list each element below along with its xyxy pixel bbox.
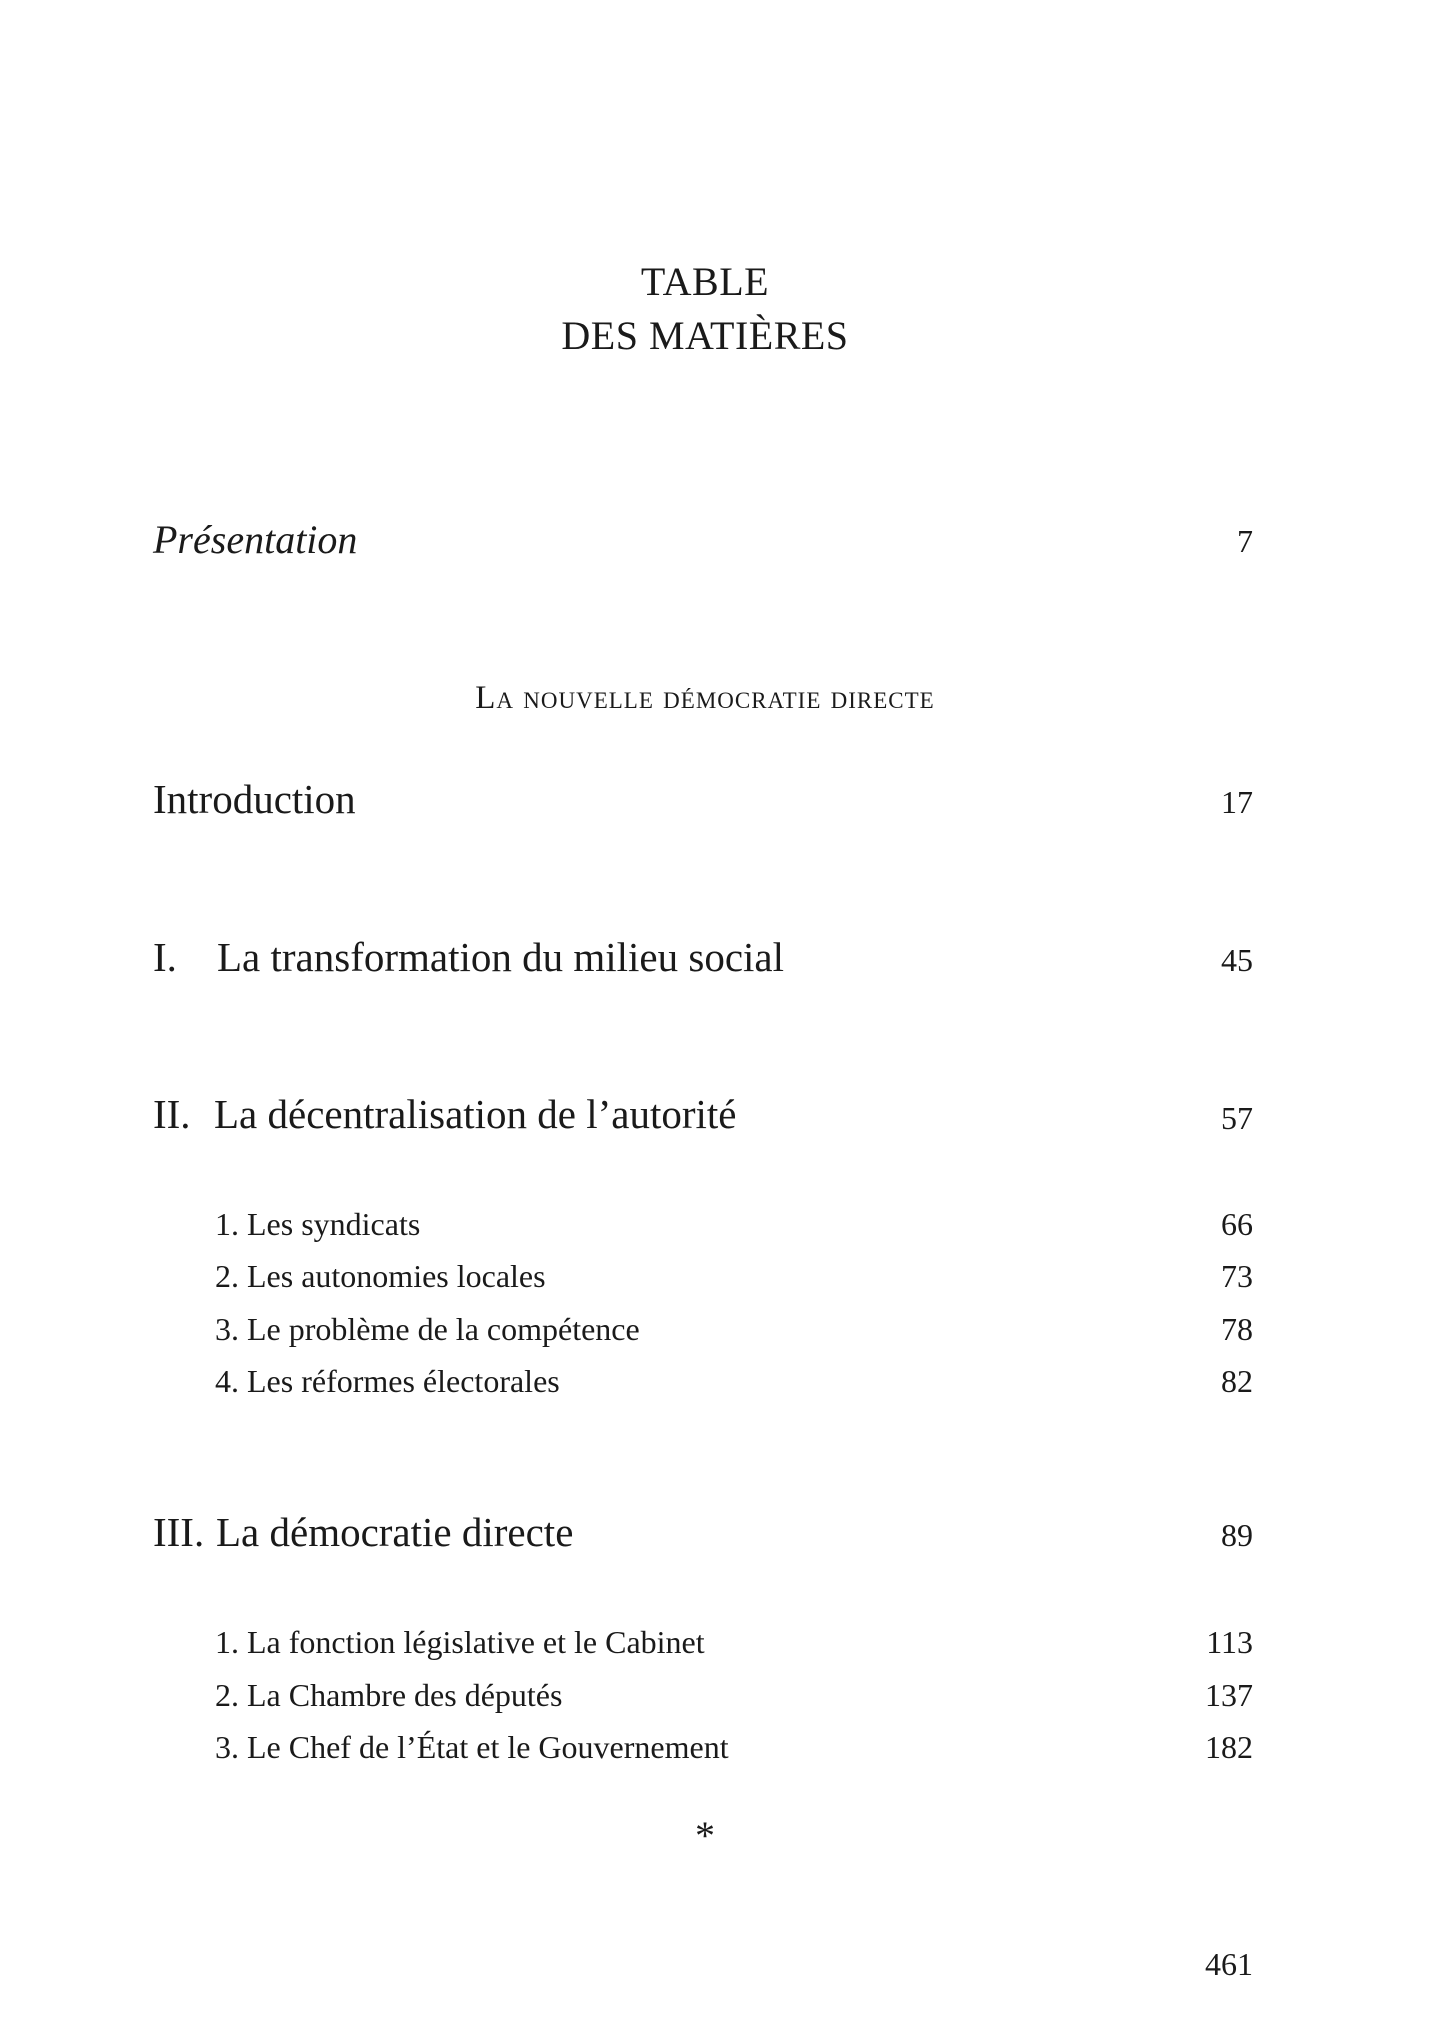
introduction-page: 17 xyxy=(1221,784,1253,820)
chapter-2-sub-1-label: 1. Les syndicats xyxy=(215,1206,421,1242)
chapter-2-sub-2-page: 73 xyxy=(1221,1258,1253,1294)
chapter-3-heading xyxy=(153,1508,573,1556)
chapter-1-label: La transformation du milieu social xyxy=(217,934,785,980)
introduction-label: Introduction xyxy=(153,776,356,822)
page-number: 461 xyxy=(1205,1946,1253,1982)
chapter-2-sub-1-page: 66 xyxy=(1221,1206,1253,1242)
presentation-page: 7 xyxy=(1237,523,1253,559)
chapter-3-sub-3-page: 182 xyxy=(1205,1729,1253,1765)
separator-asterisk: * xyxy=(695,1813,715,1858)
title-line-1: TABLE xyxy=(640,259,770,304)
chapter-3-page: 89 xyxy=(1221,1517,1253,1553)
chapter-2-page: 57 xyxy=(1221,1100,1253,1136)
chapter-1-page: 45 xyxy=(1221,942,1253,978)
chapter-3-sub-3-label: 3. Le Chef de l’État et le Gouvernement xyxy=(215,1729,729,1765)
chapter-3-sub-1-label: 1. La fonction législative et le Cabinet xyxy=(215,1624,705,1660)
chapter-2-label: La décentralisation de l’autorité xyxy=(214,1091,737,1137)
chapter-1-heading xyxy=(153,933,784,981)
chapter-3-numeral: III. xyxy=(153,1509,205,1555)
chapter-3-sub-2-page: 137 xyxy=(1205,1677,1253,1713)
chapter-1-numeral: I. xyxy=(153,934,177,980)
chapter-3-label: La démocratie directe xyxy=(216,1509,574,1555)
presentation-label: Présentation xyxy=(153,517,358,562)
chapter-2-heading xyxy=(153,1090,737,1138)
chapter-2-sub-2-label: 2. Les autonomies locales xyxy=(215,1258,546,1294)
chapter-2-sub-3-label: 3. Le problème de la compétence xyxy=(215,1311,640,1347)
chapter-2-sub-3-page: 78 xyxy=(1221,1311,1253,1347)
chapter-3-sub-1-page: 113 xyxy=(1206,1624,1253,1660)
title-line-2: DES MATIÈRES xyxy=(561,313,849,358)
chapter-2-numeral: II. xyxy=(153,1091,191,1137)
chapter-3-sub-2-label: 2. La Chambre des députés xyxy=(215,1677,563,1713)
section-heading: La nouvelle démocratie directe xyxy=(475,680,935,716)
chapter-2-sub-4-page: 82 xyxy=(1221,1363,1253,1399)
chapter-2-sub-4-label: 4. Les réformes électorales xyxy=(215,1363,560,1399)
